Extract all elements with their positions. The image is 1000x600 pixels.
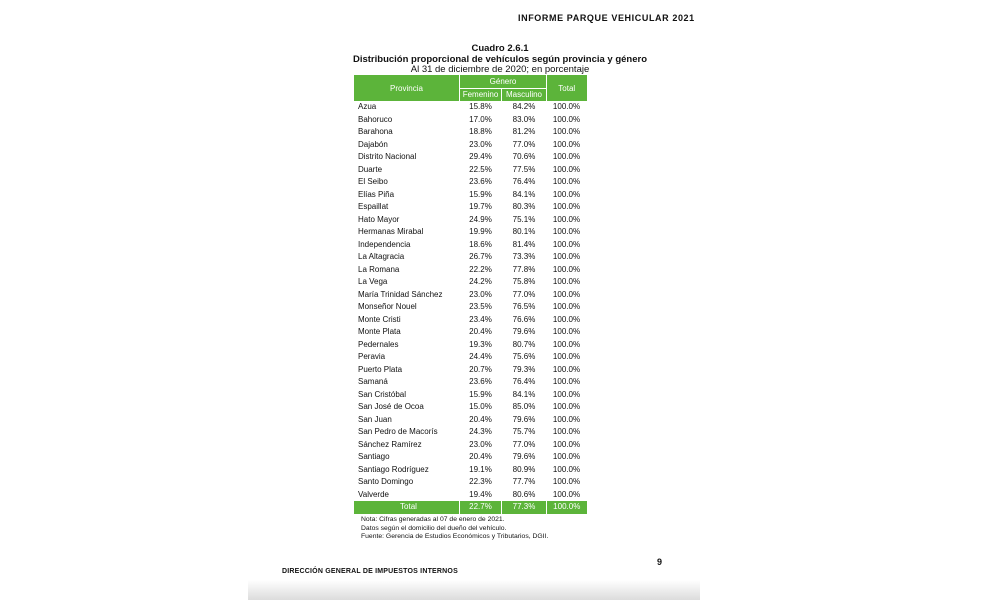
table-row — [354, 401, 587, 414]
table-row — [354, 214, 587, 227]
page-bottom-shadow — [248, 580, 700, 600]
col-header-femenino: Femenino — [460, 88, 502, 101]
table-row — [354, 301, 587, 314]
total-cell: 100.0% — [552, 164, 581, 174]
table-row — [354, 201, 587, 214]
province-cell: Monte Cristi — [358, 314, 401, 324]
total-cell: 100.0% — [552, 427, 581, 436]
total-cell: 100.0% — [552, 277, 581, 286]
total-cell: 100.0% — [552, 389, 581, 399]
table-row — [354, 101, 587, 114]
femenino-cell: 15.9% — [469, 389, 492, 399]
femenino-cell: 23.5% — [469, 302, 492, 311]
table-row — [354, 176, 587, 189]
note-line: Datos según el domicilio del dueño del vehículo. — [361, 524, 507, 532]
femenino-cell: 23.0% — [469, 289, 492, 299]
total-cell: 100.0% — [552, 464, 581, 474]
femenino-cell: 15.0% — [469, 402, 492, 411]
total-cell: 100.0% — [552, 102, 581, 111]
province-cell: Distrito Nacional — [358, 152, 417, 161]
total-cell: 100.0% — [552, 327, 581, 336]
total-cell: 100.0% — [552, 452, 581, 461]
province-cell: Monseñor Nouel — [358, 302, 417, 311]
femenino-cell: 22.2% — [469, 264, 492, 274]
total-cell: 100.0% — [552, 139, 581, 149]
total-cell: 100.0% — [552, 414, 581, 424]
total-cell: 100.0% — [552, 314, 581, 324]
table-row — [354, 364, 587, 377]
total-cell: 100.0% — [552, 114, 581, 124]
femenino-cell: 26.7% — [469, 252, 492, 261]
province-cell: Barahona — [358, 127, 393, 136]
province-cell: San Cristóbal — [358, 389, 407, 399]
col-header-total: Total — [547, 75, 587, 101]
table-row — [354, 264, 587, 277]
masculino-cell: 84.2% — [512, 102, 536, 111]
province-cell: Elías Piña — [358, 189, 395, 199]
femenino-cell: 23.0% — [469, 439, 492, 449]
source-line: Fuente: Gerencia de Estudios Económicos y Tributarios, DGII. — [361, 533, 549, 540]
province-cell: Peravia — [358, 352, 386, 361]
femenino-cell: 20.4% — [469, 414, 492, 424]
page-number: 9 — [657, 557, 663, 567]
total-cell: 100.0% — [552, 477, 581, 486]
table-row — [354, 139, 587, 152]
province-cell: Hermanas Mirabal — [358, 227, 424, 236]
province-cell: San Juan — [358, 414, 392, 424]
province-cell: Bahoruco — [358, 114, 393, 124]
masculino-cell: 80.1% — [512, 227, 536, 236]
masculino-cell: 85.0% — [512, 402, 536, 411]
femenino-cell: 22.5% — [469, 164, 492, 174]
table-row — [354, 114, 587, 127]
table-row — [354, 151, 587, 164]
masculino-cell: 76.4% — [512, 177, 536, 186]
femenino-cell: 22.3% — [469, 477, 492, 486]
table-row — [354, 289, 587, 302]
total-masculino: 77.3% — [502, 501, 547, 514]
femenino-cell: 23.6% — [469, 177, 492, 186]
province-cell: Valverde — [358, 489, 389, 499]
femenino-cell: 19.9% — [469, 227, 492, 236]
province-cell: San Pedro de Macorís — [358, 427, 438, 436]
masculino-cell: 77.0% — [512, 289, 536, 299]
femenino-cell: 19.7% — [469, 202, 492, 211]
total-cell: 100.0% — [552, 377, 581, 386]
masculino-cell: 76.6% — [512, 314, 536, 324]
province-cell: La Vega — [358, 277, 388, 286]
masculino-cell: 77.5% — [512, 164, 536, 174]
masculino-cell: 77.0% — [512, 139, 536, 149]
masculino-cell: 81.4% — [512, 239, 536, 249]
femenino-cell: 20.4% — [469, 452, 492, 461]
masculino-cell: 79.3% — [512, 364, 536, 374]
masculino-cell: 77.7% — [512, 477, 536, 486]
province-cell: El Seibo — [358, 177, 388, 186]
femenino-cell: 18.6% — [469, 239, 492, 249]
total-cell: 100.0% — [552, 177, 581, 186]
masculino-cell: 73.3% — [512, 252, 536, 261]
total-cell: 100.0% — [552, 339, 581, 349]
table-title: Distribución proporcional de vehículos según provincia y género — [352, 53, 648, 65]
table-row — [354, 251, 587, 264]
femenino-cell: 24.4% — [469, 352, 492, 361]
table-row — [354, 476, 587, 489]
femenino-cell: 15.8% — [469, 102, 492, 111]
province-cell: Espaillat — [358, 202, 389, 211]
total-row — [354, 501, 587, 514]
total-cell: 100.0% — [552, 364, 581, 374]
femenino-cell: 23.4% — [469, 314, 492, 324]
total-cell: 100.0% — [552, 252, 581, 261]
femenino-cell: 20.7% — [469, 364, 492, 374]
femenino-cell: 15.9% — [469, 189, 492, 199]
province-cell: Santiago Rodríguez — [358, 464, 429, 474]
femenino-cell: 18.8% — [469, 127, 492, 136]
femenino-cell: 24.3% — [469, 427, 492, 436]
masculino-cell: 84.1% — [512, 189, 536, 199]
province-cell: Independencia — [358, 239, 411, 249]
province-cell: Dajabón — [358, 139, 388, 149]
femenino-cell: 19.1% — [469, 464, 492, 474]
table-row — [354, 189, 587, 202]
masculino-cell: 79.6% — [512, 452, 536, 461]
masculino-cell: 70.6% — [512, 152, 536, 161]
masculino-cell: 77.0% — [512, 439, 536, 449]
masculino-cell: 84.1% — [512, 389, 536, 399]
femenino-cell: 23.0% — [469, 139, 492, 149]
province-cell: Samaná — [358, 377, 388, 386]
total-cell: 100.0% — [552, 152, 581, 161]
total-cell: 100.0% — [552, 127, 581, 136]
total-label: Total — [354, 501, 460, 514]
masculino-cell: 76.4% — [512, 377, 536, 386]
table-row — [354, 489, 587, 502]
masculino-cell: 83.0% — [512, 114, 536, 124]
total-cell: 100.0% — [552, 439, 581, 449]
femenino-cell: 20.4% — [469, 327, 492, 336]
masculino-cell: 79.6% — [512, 327, 536, 336]
province-cell: La Romana — [358, 264, 400, 274]
province-cell: Monte Plata — [358, 327, 401, 336]
total-cell: 100.0% — [552, 202, 581, 211]
femenino-cell: 19.3% — [469, 339, 492, 349]
col-header-masculino: Masculino — [502, 88, 547, 101]
table-row — [354, 239, 587, 252]
total-femenino: 22.7% — [460, 501, 502, 514]
table-row — [354, 164, 587, 177]
province-cell: San José de Ocoa — [358, 402, 424, 411]
table-row — [354, 464, 587, 477]
total-cell: 100.0% — [552, 352, 581, 361]
table-row — [354, 389, 587, 402]
col-header-genero: Género — [460, 75, 547, 88]
masculino-cell: 80.3% — [512, 202, 536, 211]
masculino-cell: 75.7% — [512, 427, 536, 436]
province-gender-table — [354, 75, 587, 514]
masculino-cell: 75.6% — [512, 352, 536, 361]
masculino-cell: 75.8% — [512, 277, 536, 286]
table-row — [354, 276, 587, 289]
total-cell: 100.0% — [552, 189, 581, 199]
table-subtitle: Al 31 de diciembre de 2020; en porcentaje — [410, 64, 590, 75]
note-line: Nota: Cifras generadas al 07 de enero de 2021. — [361, 516, 505, 523]
femenino-cell: 24.2% — [469, 277, 492, 286]
table-row — [354, 426, 587, 439]
province-cell: Pedernales — [358, 339, 399, 349]
femenino-cell: 19.4% — [469, 489, 492, 499]
province-cell: Sánchez Ramírez — [358, 439, 422, 449]
masculino-cell: 76.5% — [512, 302, 536, 311]
masculino-cell: 80.7% — [512, 339, 536, 349]
province-cell: Azua — [358, 102, 377, 111]
table-row — [354, 414, 587, 427]
masculino-cell: 79.6% — [512, 414, 536, 424]
province-cell: Duarte — [358, 164, 383, 174]
table-row — [354, 439, 587, 452]
total-cell: 100.0% — [552, 289, 581, 299]
province-cell: Santiago — [358, 452, 390, 461]
table-row — [354, 339, 587, 352]
table-body — [354, 101, 587, 501]
province-cell: La Altagracia — [358, 252, 405, 261]
total-cell: 100.0% — [552, 227, 581, 236]
table-number: Cuadro 2.6.1 — [471, 43, 529, 54]
page-footer: DIRECCIÓN GENERAL DE IMPUESTOS INTERNOS — [282, 568, 458, 575]
table-title-block — [330, 44, 670, 76]
total-cell: 100.0% — [552, 489, 581, 499]
province-cell: Santo Domingo — [358, 477, 414, 486]
femenino-cell: 24.9% — [469, 214, 492, 224]
report-header: INFORME PARQUE VEHICULAR 2021 — [518, 13, 695, 23]
total-cell: 100.0% — [552, 302, 581, 311]
table-row — [354, 451, 587, 464]
masculino-cell: 75.1% — [512, 214, 536, 224]
table-notes — [361, 516, 548, 542]
province-cell: María Trinidad Sánchez — [358, 289, 443, 299]
total-cell: 100.0% — [552, 264, 581, 274]
masculino-cell: 77.8% — [512, 264, 536, 274]
masculino-cell: 80.6% — [512, 489, 536, 499]
femenino-cell: 17.0% — [469, 114, 492, 124]
femenino-cell: 29.4% — [469, 152, 492, 161]
col-header-provincia: Provincia — [354, 75, 460, 101]
total-total: 100.0% — [547, 501, 587, 514]
table-row — [354, 351, 587, 364]
masculino-cell: 80.9% — [512, 464, 536, 474]
table-row — [354, 226, 587, 239]
femenino-cell: 23.6% — [469, 377, 492, 386]
table-row — [354, 376, 587, 389]
total-cell: 100.0% — [552, 402, 581, 411]
masculino-cell: 81.2% — [512, 127, 536, 136]
table-row — [354, 314, 587, 327]
province-cell: Puerto Plata — [358, 364, 403, 374]
total-cell: 100.0% — [552, 239, 581, 249]
total-cell: 100.0% — [552, 214, 581, 224]
table-row — [354, 326, 587, 339]
province-cell: Hato Mayor — [358, 214, 400, 224]
table-row — [354, 126, 587, 139]
